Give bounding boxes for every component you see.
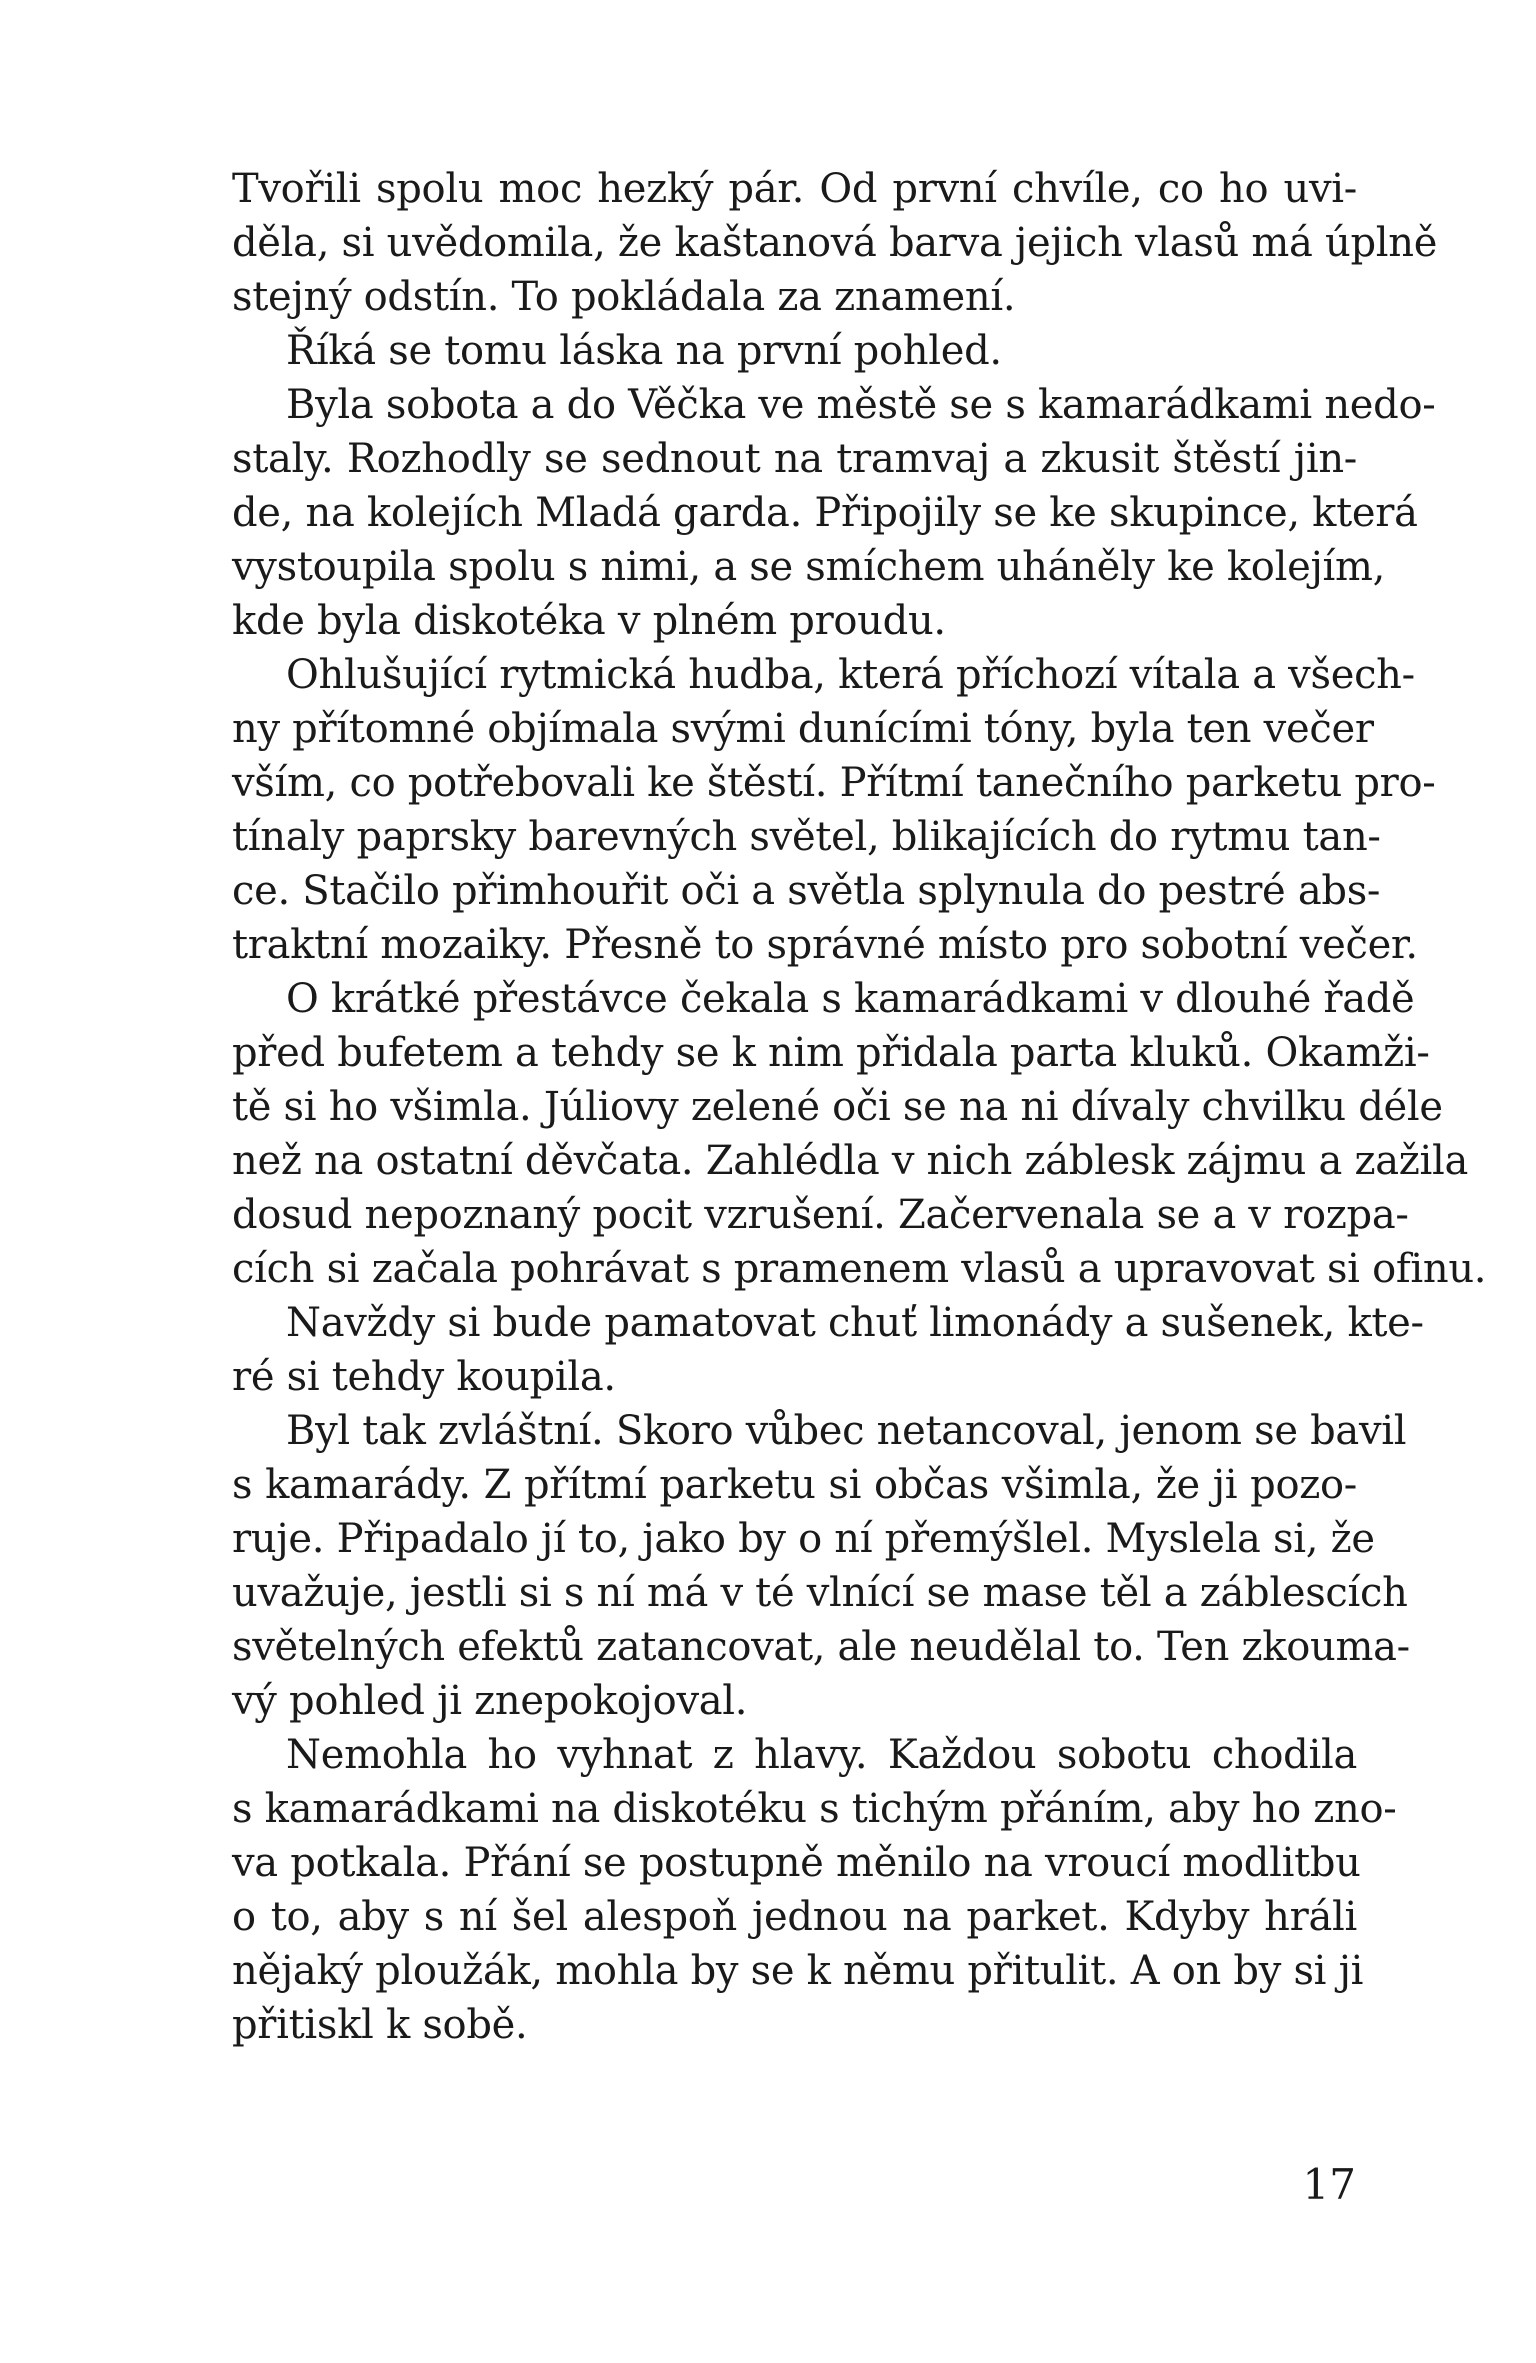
book-page-text [232,162,1487,2052]
text-line: kde byla diskotéka v plném proudu. [232,598,946,644]
text-line: vý pohled ji znepokojoval. [232,1678,748,1724]
text-line: Byl tak zvláštní. Skoro vůbec netancoval, jenom se bavil [286,1408,1407,1454]
text-line: dosud nepoznaný pocit vzrušení. Začervenala se a v rozpa- [232,1192,1409,1238]
text-line: ce. Stačilo přimhouřit oči a světla splynula do pestré abs- [232,868,1381,914]
text-line: tínaly paprsky barevných světel, blikajících do rytmu tan- [232,814,1381,860]
text-line: staly. Rozhodly se sednout na tramvaj a zkusit štěstí jin- [232,436,1357,482]
text-line: traktní mozaiky. Přesně to správné místo pro sobotní večer. [232,922,1418,968]
text-line: stejný odstín. To pokládala za znamení. [232,274,1016,320]
text-line: va potkala. Přání se postupně měnilo na vroucí modlitbu [232,1840,1361,1886]
text-line: tě si ho všimla. Júliovy zelené oči se na ni dívaly chvilku déle [232,1084,1443,1130]
text-line: Tvořili spolu moc hezký pár. Od první chvíle, co ho uvi- [232,166,1357,212]
text-line: před bufetem a tehdy se k nim přidala parta kluků. Okamži- [232,1030,1430,1076]
text-line: děla, si uvědomila, že kaštanová barva jejich vlasů má úplně [232,220,1438,266]
text-line: Nemohla ho vyhnat z hlavy. Každou sobotu chodila [286,1732,1357,1778]
text-line: Navždy si bude pamatovat chuť limonády a sušenek, kte- [286,1300,1424,1346]
text-line: Byla sobota a do Věčka ve městě se s kamarádkami nedo- [286,382,1436,428]
text-line: O krátké přestávce čekala s kamarádkami v dlouhé řadě [286,976,1415,1022]
text-line: s kamarády. Z přítmí parketu si občas všimla, že ji pozo- [232,1462,1357,1508]
text-line: de, na kolejích Mladá garda. Připojily se ke skupince, která [232,490,1418,536]
text-line: Říká se tomu láska na první pohled. [286,328,1002,374]
text-line: ny přítomné objímala svými dunícími tóny, byla ten večer [232,706,1374,752]
page-number: 17 [1302,2160,1356,2209]
text-line: vším, co potřebovali ke štěstí. Přítmí tanečního parketu pro- [232,760,1436,806]
text-line: o to, aby s ní šel alespoň jednou na parket. Kdyby hráli [232,1894,1357,1940]
text-line: než na ostatní děvčata. Zahlédla v nich záblesk zájmu a zažila [232,1138,1469,1184]
text-line: nějaký ploužák, mohla by se k němu přitulit. A on by si ji [232,1948,1364,1994]
text-line: vystoupila spolu s nimi, a se smíchem uháněly ke kolejím, [232,544,1386,590]
text-line: Ohlušující rytmická hudba, která příchozí vítala a všech- [286,652,1415,698]
text-line: přitiskl k sobě. [232,2002,528,2048]
text-line: s kamarádkami na diskotéku s tichým přáním, aby ho zno- [232,1786,1397,1832]
text-line: ré si tehdy koupila. [232,1354,616,1400]
text-line: světelných efektů zatancovat, ale neudělal to. Ten zkouma- [232,1624,1410,1670]
text-line: ruje. Připadalo jí to, jako by o ní přemýšlel. Myslela si, že [232,1516,1375,1562]
text-line: uvažuje, jestli si s ní má v té vlnící se mase těl a záblescích [232,1570,1408,1616]
text-line: cích si začala pohrávat s pramenem vlasů a upravovat si ofinu. [232,1246,1487,1292]
